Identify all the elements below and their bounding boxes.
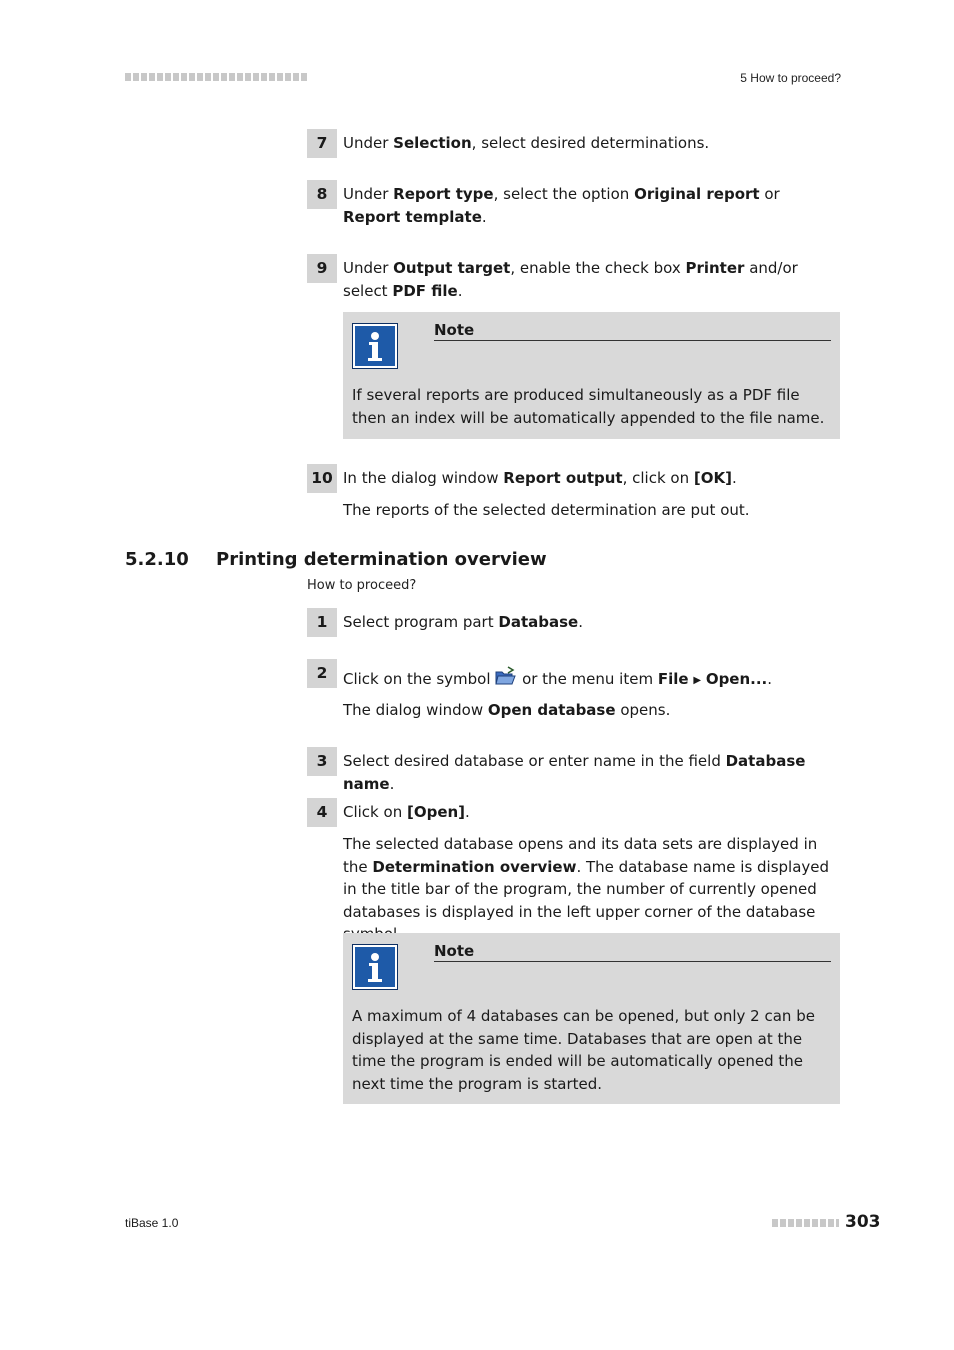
menu-arrow: ▶: [693, 675, 702, 686]
step-number: 4: [307, 798, 337, 827]
info-icon: [352, 944, 398, 990]
step-10-result: The reports of the selected determination are put out.: [343, 501, 750, 519]
step-text: Under Report type, select the option Original report or Report template.: [343, 185, 780, 226]
info-icon: [352, 323, 398, 369]
step-text: Click on the symbol or the menu item File ▶ Open....: [343, 659, 840, 693]
step-number: 9: [307, 254, 337, 283]
note-box: [343, 312, 840, 439]
step-4-result: The selected database opens and its data sets are displayed in the Determination overview. The database name is displayed in the title bar of the program, the number of currently opened databases is displayed in the left upper corner of the database: [343, 835, 830, 921]
header-section-title: 5 How to proceed?: [740, 71, 841, 85]
note-box: [343, 933, 840, 1104]
footer-product: tiBase 1.0: [125, 1216, 179, 1230]
open-folder-icon: [495, 666, 517, 686]
step-text: Under Selection, select desired determinations.: [343, 134, 710, 152]
step-text: Under Output target, enable the check box Printer and/or select PDF file.: [343, 259, 798, 300]
step-number: 10: [307, 464, 337, 493]
step-4: [307, 798, 840, 824]
step-10: [307, 464, 840, 490]
header-decoration: [125, 73, 307, 81]
step-number: 7: [307, 129, 337, 158]
section-number: 5.2.10: [125, 549, 189, 570]
note-title: Note: [434, 942, 831, 962]
step-1: [307, 608, 840, 634]
page-number: 303: [845, 1212, 881, 1232]
footer-decoration: [772, 1219, 839, 1227]
step-text: Select desired database or enter name in the field Database name.: [343, 752, 806, 793]
step-number: 8: [307, 180, 337, 209]
step-text: Click on [Open].: [343, 803, 470, 821]
note-body: A maximum of 4 databases can be opened, but only 2 can be displayed at the same time. Databases that are open at the time the program is ended will be automatically opened the next time the program is started.: [352, 1007, 815, 1093]
section-title: Printing determination overview: [216, 549, 547, 570]
step-2: [307, 659, 840, 693]
note-title: Note: [434, 321, 831, 341]
step-8: [307, 180, 840, 228]
step-text: In the dialog window Report output, click on [OK].: [343, 469, 737, 487]
step-9: [307, 254, 840, 302]
section-heading: [125, 549, 547, 570]
step-3: [307, 747, 840, 795]
step-number: 2: [307, 659, 337, 688]
step-7: [307, 129, 840, 155]
how-to-proceed-label: How to proceed?: [307, 578, 417, 593]
step-2-result: The dialog window Open database opens.: [343, 701, 671, 719]
step-number: 1: [307, 608, 337, 637]
step-text: Select program part Database.: [343, 613, 583, 631]
step-number: 3: [307, 747, 337, 776]
note-body: If several reports are produced simultaneously as a PDF file then an index will be automatically appended to the file name.: [352, 386, 825, 427]
